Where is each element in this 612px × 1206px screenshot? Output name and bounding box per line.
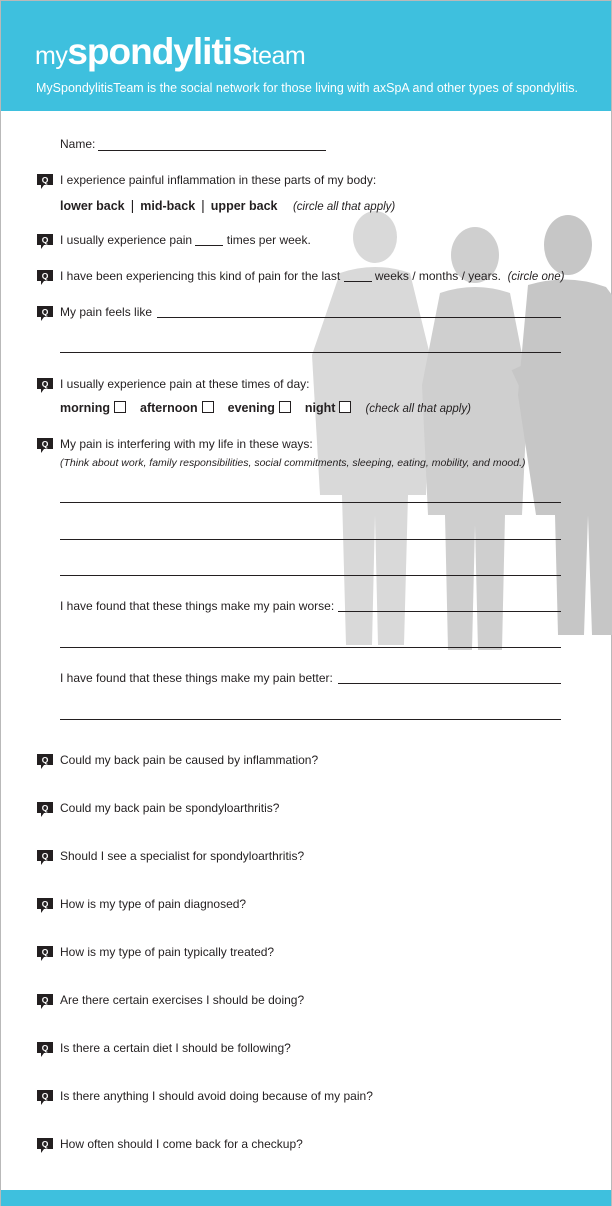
- question-icon-letter: Q: [41, 1139, 49, 1149]
- question-icon: [37, 754, 53, 769]
- question-icon: [37, 898, 53, 913]
- better-text: I have found that these things make my pain better:: [60, 671, 333, 685]
- option-evening: evening: [227, 401, 275, 415]
- question-icon: [37, 378, 53, 393]
- logo-my: my: [35, 42, 68, 70]
- option-night: night: [304, 401, 336, 415]
- better-field-line-2[interactable]: [60, 719, 561, 720]
- header-banner: [1, 1, 611, 111]
- footer-bar: [1, 1190, 611, 1206]
- question-icon-letter: Q: [41, 175, 49, 185]
- question-icon: [37, 850, 53, 865]
- option-afternoon: afternoon: [140, 401, 198, 415]
- q5-hint: (check all that apply): [365, 403, 471, 415]
- q5-text: I usually experience pain at these times of day:: [60, 377, 310, 391]
- question-icon-letter: Q: [41, 235, 49, 245]
- question-text: Could my back pain be spondyloarthritis?: [60, 801, 280, 815]
- pain-feels-field[interactable]: [157, 317, 561, 318]
- question-text: Is there anything I should avoid doing because of my pain?: [60, 1089, 373, 1103]
- q2-text-before: I usually experience pain: [60, 233, 193, 247]
- question-icon-letter: Q: [41, 899, 49, 909]
- better-field[interactable]: [338, 683, 561, 684]
- separator: |: [201, 197, 205, 213]
- logo-team: team: [251, 42, 306, 70]
- q1-text: I experience painful inflammation in these parts of my body:: [60, 173, 377, 187]
- q1-options: [60, 197, 395, 213]
- question-text: Could my back pain be caused by inflammation?: [60, 753, 319, 767]
- q3-text-after: weeks / months / years.: [374, 269, 501, 283]
- healthcare-team-silhouette: [300, 195, 612, 665]
- question-icon-letter: Q: [41, 439, 49, 449]
- q4-text: My pain feels like: [60, 305, 153, 319]
- question-text: How is my type of pain typically treated?: [60, 945, 275, 959]
- interference-field-line-1[interactable]: [60, 502, 561, 503]
- night-checkbox[interactable]: [339, 401, 351, 413]
- question-icon: [37, 438, 53, 453]
- name-field[interactable]: [98, 150, 326, 151]
- option-mid-back[interactable]: mid-back: [140, 199, 196, 213]
- question-icon-letter: Q: [41, 803, 49, 813]
- interference-field-line-2[interactable]: [60, 539, 561, 540]
- question-icon: [37, 1090, 53, 1105]
- option-morning: morning: [60, 401, 110, 415]
- times-per-week-field[interactable]: [195, 245, 223, 246]
- name-label: Name:: [60, 137, 96, 151]
- question-icon-letter: Q: [41, 995, 49, 1005]
- question-icon: [37, 994, 53, 1009]
- q1-hint: (circle all that apply): [292, 201, 396, 213]
- duration-field[interactable]: [344, 281, 372, 282]
- q3-text-before: I have been experiencing this kind of pain for the last: [60, 269, 341, 283]
- morning-checkbox[interactable]: [114, 401, 126, 413]
- interference-field-line-3[interactable]: [60, 575, 561, 576]
- question-icon-letter: Q: [41, 1043, 49, 1053]
- tagline: MySpondylitisTeam is the social network for those living with axSpA and other types of spondylitis.: [36, 81, 578, 95]
- worse-text: I have found that these things make my pain worse:: [60, 599, 335, 613]
- pain-feels-field-line-2[interactable]: [60, 352, 561, 353]
- option-lower-back[interactable]: lower back: [60, 199, 125, 213]
- question-icon: [37, 1138, 53, 1153]
- question-icon: [37, 946, 53, 961]
- question-icon-letter: Q: [41, 851, 49, 861]
- question-icon: [37, 1042, 53, 1057]
- question-icon-letter: Q: [41, 755, 49, 765]
- option-upper-back[interactable]: upper back: [210, 199, 278, 213]
- question-icon: [37, 174, 53, 189]
- question-text: Should I see a specialist for spondyloarthritis?: [60, 849, 305, 863]
- q5-options: [60, 401, 471, 415]
- afternoon-checkbox[interactable]: [202, 401, 214, 413]
- question-text: Is there a certain diet I should be following?: [60, 1041, 291, 1055]
- question-icon-letter: Q: [41, 379, 49, 389]
- question-text: Are there certain exercises I should be doing?: [60, 993, 305, 1007]
- logo: [35, 31, 305, 73]
- question-icon-letter: Q: [41, 307, 49, 317]
- q2-text-after: times per week.: [226, 233, 311, 247]
- question-icon: [37, 270, 53, 285]
- question-icon-letter: Q: [41, 1091, 49, 1101]
- question-icon: [37, 306, 53, 321]
- q3-hint: (circle one): [507, 271, 565, 283]
- q6-hint: (Think about work, family responsibilities, social commitments, sleeping, eating, mobility, and mood.): [60, 457, 526, 469]
- evening-checkbox[interactable]: [279, 401, 291, 413]
- question-icon-letter: Q: [41, 271, 49, 281]
- separator: |: [130, 197, 135, 213]
- worse-field[interactable]: [338, 611, 561, 612]
- question-icon: [37, 802, 53, 817]
- worse-field-line-2[interactable]: [60, 647, 561, 648]
- question-icon-letter: Q: [41, 947, 49, 957]
- question-text: How is my type of pain diagnosed?: [60, 897, 247, 911]
- question-text: How often should I come back for a checkup?: [60, 1137, 303, 1151]
- question-icon: [37, 234, 53, 249]
- logo-brand: spondylitis: [67, 31, 252, 72]
- q6-text: My pain is interfering with my life in these ways:: [60, 437, 313, 451]
